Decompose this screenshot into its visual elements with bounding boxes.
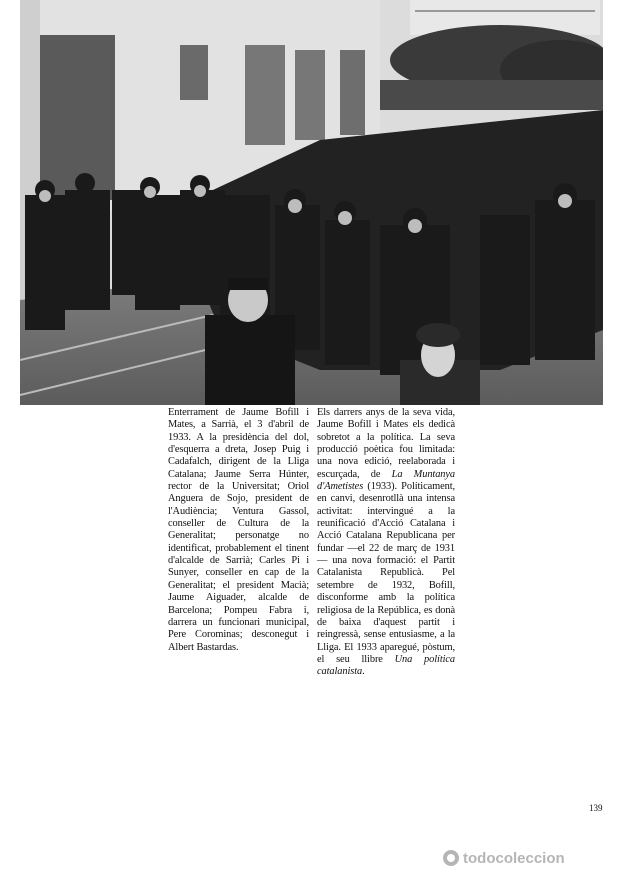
caption-text: Enterrament de Jaume Bofill i Mates, a Sarrià, el 3 d'abril de 1933. A la presidència del dol, d'esquerra a dreta, Josep Puig i Cadafalch, dirigent de la Lliga Catalana; Jaume Serra Húnter, rector de la Universitat; Oriol Anguera de Sojo, president de l'Audiència; Ventura Gassol, conseller de Cultura de la Generalitat; personatge no identificat, probablement el tinent d'alcalde de Sarrià; Carles Pi i Sunyer, conseller en cap de la Generalitat; el president Macià; Jaume Aiguader, alcalde de Barcelona; Pompeu Fabra i, darrera un funcionari municipal, Pere Corominas; desconegut i Albert Bastardas. (168, 407, 309, 653)
body-text-part1: Els darrers anys de la seva vida, Jaume Bofill i Mates els dedicà sobretot a la política. La seva producció poètica fou limitada: una nova edició, reelaborada i escurçada, de (317, 407, 455, 480)
watermark-text: todocoleccion (463, 849, 565, 867)
funeral-procession-photo (20, 0, 603, 405)
book-title-2: Una política catalanista (317, 653, 455, 678)
book-title-1: La Muntanya d'Ametistes (317, 468, 456, 493)
watermark (442, 848, 565, 868)
body-text-part3: . (362, 666, 365, 678)
body-text-part2: (1933). Políticament, en canvi, desenrotllà una intensa activitat: intervingué a la reunificació d'Acció Catalana i Acció Catalana Republicana per fundar —el 22 de març de 1931— una nova formació: el Partit Catalanista Republicà. Pel setembre de 1932, Bofill, disconforme amb la política religiosa de la República, es donà de baixa d'aquest partit i reingressà, sense entusiasme, a la Lliga. El 1933 aparegué, pòstum, el seu llibre (317, 481, 455, 665)
photo-drawing (20, 0, 603, 405)
photo-caption (168, 407, 309, 654)
body-text-column (317, 407, 455, 679)
todocoleccion-logo-icon (442, 849, 460, 867)
page-number: 139 (589, 803, 603, 813)
